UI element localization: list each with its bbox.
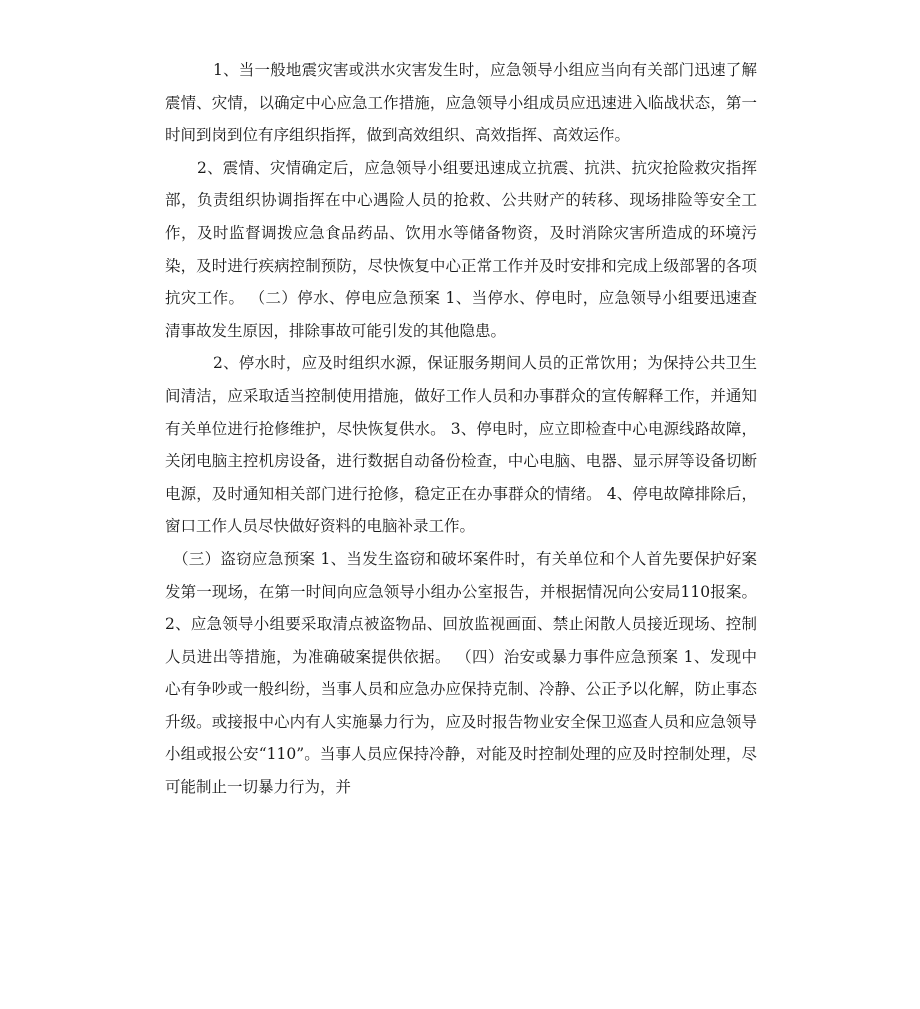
paragraph-4: （三）盗窃应急预案 1、当发生盗窃和破坏案件时，有关单位和个人首先要保护好案发第一现场，在第一时间向应急领导小组办公室报告，并根据情况向公安局110报案。 2、应急领导小组要采取清点被盗物品、回放监视画面、禁止闲散人员接近现场、控制人员进出等措施，为准确破案提供依据。 （四）治安或暴力事件应急预案 1、发现中心有争吵或一般纠纷，当事人员和应急办应保持克制、冷静、公正予以化解，防止事态升级。或接报中心内有人实施暴力行为，应及时报告物业安全保卫巡查人员和应急领导小组或报公安“110”。当事人员应保持冷静，对能及时控制处理的应及时控制处理，尽可能制止一切暴力行为，并 [165,549,757,797]
document-body [165,54,757,804]
paragraph-1: 1、当一般地震灾害或洪水灾害发生时，应急领导小组应当向有关部门迅速了解震情、灾情，以确定中心应急工作措施，应急领导小组成员应迅速进入临战状态，第一时间到岗到位有序组织指挥，做到高效组织、高效指挥、高效运作。 [165,61,757,145]
paragraph-3: 2、停水时，应及时组织水源，保证服务期间人员的正常饮用；为保持公共卫生间清洁，应采取适当控制使用措施，做好工作人员和办事群众的宣传解释工作，并通知有关单位进行抢修维护，尽快恢复供水。 3、停电时，应立即检查中心电源线路故障，关闭电脑主控机房设备，进行数据自动备份检查，中心电脑、电器、显示屏等设备切断电源，及时通知相关部门进行抢修，稳定正在办事群众的情绪。 4、停电故障排除后，窗口工作人员尽快做好资料的电脑补录工作。 [165,354,757,536]
paragraph-2: 2、震情、灾情确定后，应急领导小组要迅速成立抗震、抗洪、抗灾抢险救灾指挥部，负责组织协调指挥在中心遇险人员的抢救、公共财产的转移、现场排险等安全工作，及时监督调拨应急食品药品、饮用水等储备物资，及时消除灾害所造成的环境污染，及时进行疾病控制预防，尽快恢复中心正常工作并及时安排和完成上级部署的各项抗灾工作。 （二）停水、停电应急预案 1、当停水、停电时，应急领导小组要迅速查清事故发生原因，排除事故可能引发的其他隐患。 [165,158,757,340]
